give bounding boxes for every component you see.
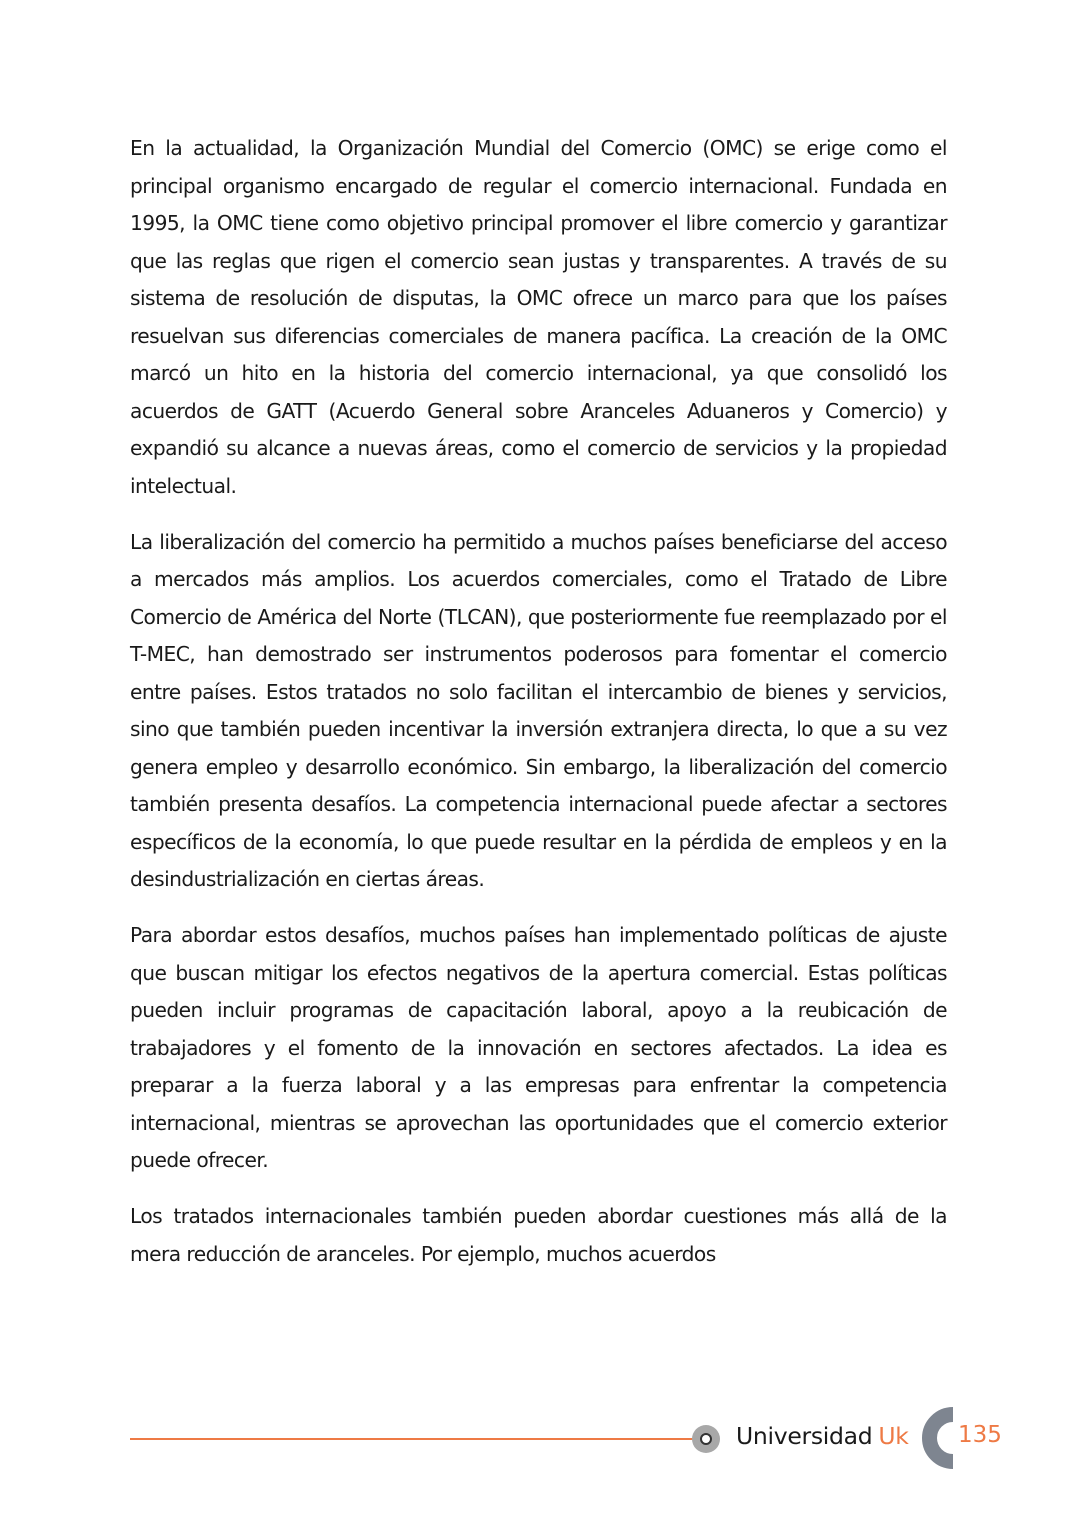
paragraph-adjustment-policies: Para abordar estos desafíos, muchos países han implementado políticas de ajuste que buscan mitigar los efectos negativos de la apertura comercial. Estas políticas pueden incluir programas de capacitación laboral, apoyo a la reubicación de trabajadores y el fomento de la innovación en sectores afectados. La idea es preparar a la fuerza laboral y a las empresas para enfrentar la competencia internacional, mientras se aprovechan las oportunidades que el comercio exterior puede ofrecer. [130, 923, 947, 1172]
brand-name: Universidad [736, 1422, 873, 1450]
target-circle-icon [692, 1425, 720, 1453]
paragraph-omc: En la actualidad, la Organización Mundial del Comercio (OMC) se erige como el principal organismo encargado de regular el comercio internacional. Fundada en 1995, la OMC tiene como objetivo principal promover el libre comercio y garantizar que las reglas que rigen el comercio sean justas y transparentes. A través de su sistema de resolución de disputas, la OMC ofrece un marco para que los países resuelvan sus diferencias comerciales de manera pacífica. La creación de la OMC marcó un hito en la historia del comercio internacional, ya que consolidó los acuerdos de GATT (Acuerdo General sobre Aranceles Aduaneros y Comercio) y expandió su alcance a nuevas áreas, como el comercio de servicios y la propiedad intelectual. [130, 136, 947, 498]
paragraph-treaties: Los tratados internacionales también pueden abordar cuestiones más allá de la mera reducción de aranceles. Por ejemplo, muchos acuerdos [130, 1204, 947, 1266]
brand-logo [736, 1422, 909, 1450]
paragraph-liberalization: La liberalización del comercio ha permitido a muchos países beneficiarse del acceso a mercados más amplios. Los acuerdos comerciales, como el Tratado de Libre Comercio de América del Norte (TLCAN), que posteriormente fue reemplazado por el T-MEC, han demostrado ser instrumentos poderosos para fomentar el comercio entre países. Estos tratados no solo facilitan el intercambio de bienes y servicios, sino que también pueden incentivar la inversión extranjera directa, lo que a su vez genera empleo y desarrollo económico. Sin embargo, la liberalización del comercio también presenta desafíos. La competencia internacional puede afectar a sectores específicos de la economía, lo que puede resultar en la pérdida de empleos y en la desindustrialización en ciertas áreas. [130, 529, 947, 891]
page-footer [0, 1400, 1080, 1480]
brand-accent: Uk [878, 1422, 909, 1450]
footer-divider [130, 1438, 695, 1440]
page-number: 135 [958, 1422, 1002, 1448]
page-body [130, 130, 947, 1292]
